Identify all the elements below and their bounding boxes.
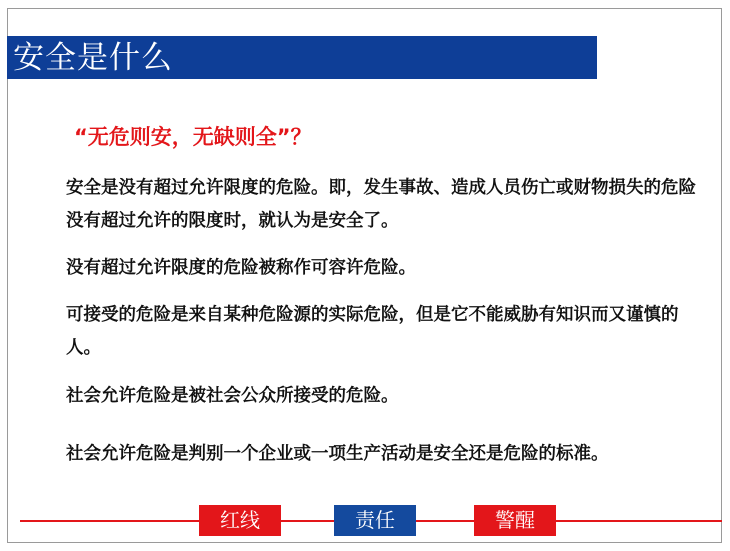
paragraph-definition: 安全是没有超过允许限度的危险。即，发生事故、造成人员伤亡或财物损失的危险没有超过允许的限度时，就认为是安全了。: [66, 178, 696, 231]
alert-button[interactable]: 警醒: [474, 505, 556, 536]
paragraph-tolerable-risk: 没有超过允许限度的危险被称作可容许危险。: [66, 258, 416, 278]
slide-title: 安全是什么: [13, 40, 173, 76]
paragraph-standard: 社会允许危险是判别一个企业或一项生产活动是安全还是危险的标准。: [66, 444, 609, 464]
paragraph-social-risk: 社会允许危险是被社会公众所接受的危险。: [66, 386, 399, 406]
redline-button[interactable]: 红线: [199, 505, 281, 536]
paragraph-acceptable-risk: 可接受的危险是来自某种危险源的实际危险，但是它不能威胁有知识而又谨慎的人。: [66, 305, 679, 358]
question-heading: “无危则安，无缺则全”？: [74, 125, 312, 149]
responsibility-button[interactable]: 责任: [334, 505, 416, 536]
